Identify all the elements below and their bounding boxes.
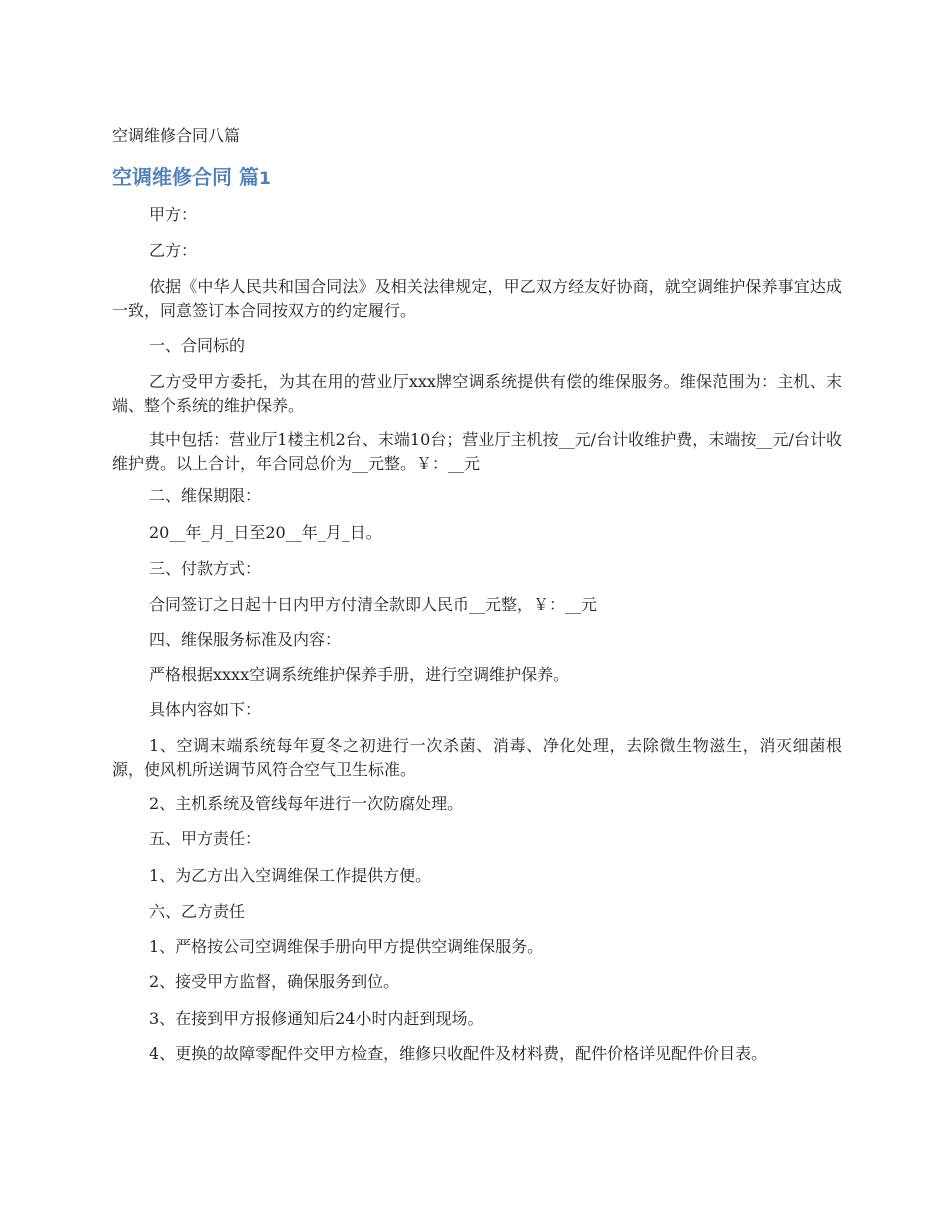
clause-paragraph: 合同签订之日起十日内甲方付清全款即人民币__元整，￥：__元 [149,595,598,614]
clause-paragraph: 乙方受甲方委托，为其在用的营业厅xxx牌空调系统提供有偿的维保服务。维保范围为：主机、末端、整个系统的维护保养。 [112,372,842,415]
clause-paragraph: 1、空调末端系统每年夏冬之初进行一次杀菌、消毒、净化处理，去除微生物滋生，消灭细菌根源，使风机所送调节风符合空气卫生标准。 [112,736,842,779]
clause-heading: 六、乙方责任 [149,902,246,921]
clause-heading: 五、甲方责任： [149,829,262,848]
party-a-line: 甲方： [149,205,198,224]
clause-paragraph: 3、在接到甲方报修通知后24小时内赶到现场。 [149,1009,484,1028]
clause-paragraph: 2、主机系统及管线每年进行一次防腐处理。 [149,794,464,813]
clause-paragraph: 严格根据xxxx空调系统维护保养手册，进行空调维护保养。 [149,665,570,684]
clause-heading: 四、维保服务标准及内容： [149,630,342,649]
clause-paragraph: 4、更换的故障零配件交甲方检查，维修只收配件及材料费，配件价格详见配件价目表。 [149,1044,768,1063]
clause-heading: 二、维保期限： [149,486,262,505]
clause-paragraph: 1、严格按公司空调维保手册向甲方提供空调维保服务。 [149,937,544,956]
section-heading-text: 空调维修合同 篇 [112,165,259,189]
clause-heading: 三、付款方式： [149,559,262,578]
party-b-line: 乙方： [149,241,198,260]
section-heading [112,162,271,194]
clause-heading: 一、合同标的 [149,336,246,355]
document-page [112,0,842,1230]
clause-paragraph: 其中包括：营业厅1楼主机2台、末端10台；营业厅主机按__元/台计收维护费，末端按__元/台计收维护费。以上合计，年合同总价为__元整。￥：__元 [112,430,842,473]
preamble-paragraph: 依据《中华人民共和国合同法》及相关法律规定，甲乙双方经友好协商，就空调维护保养事宜达成一致，同意签订本合同按双方的约定履行。 [112,277,842,320]
section-number: 1 [258,169,271,189]
clause-paragraph: 具体内容如下： [149,700,262,719]
clause-paragraph: 2、接受甲方监督，确保服务到位。 [149,972,400,991]
clause-paragraph: 1、为乙方出入空调维保工作提供方便。 [149,866,432,885]
clause-paragraph: 20__年_月_日至20__年_月_日。 [149,523,382,542]
document-title: 空调维修合同八篇 [112,126,241,145]
